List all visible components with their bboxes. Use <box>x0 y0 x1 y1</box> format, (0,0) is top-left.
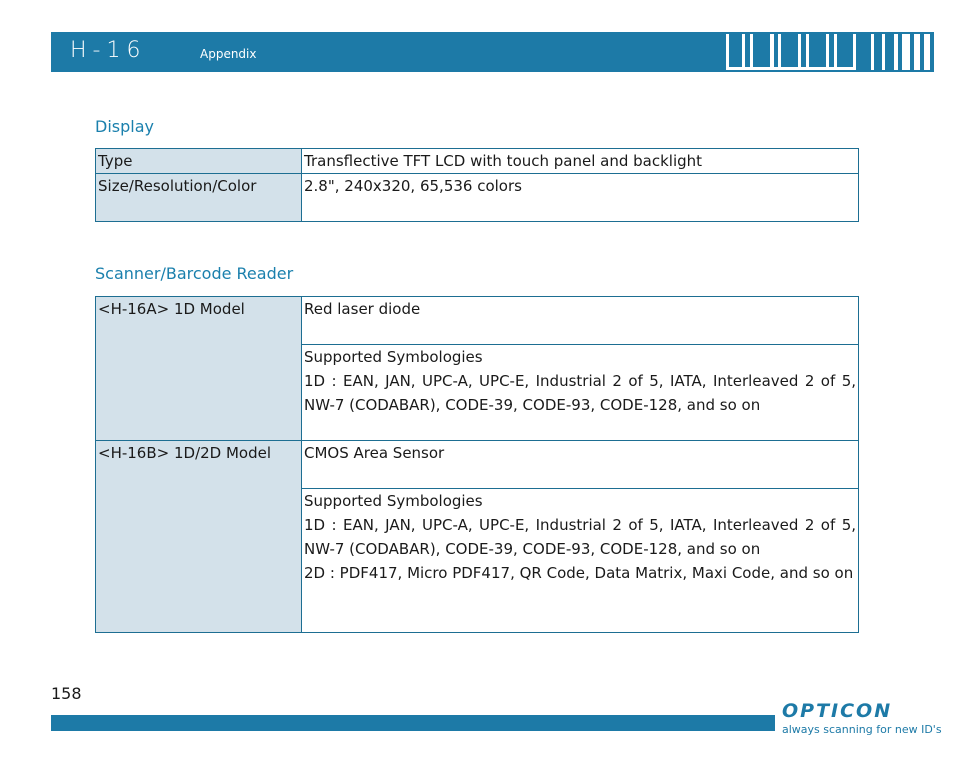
footer-bar <box>51 715 775 731</box>
barcode-bar <box>882 34 885 70</box>
model-b-symbologies <box>302 489 859 633</box>
barcode-bar <box>826 34 829 70</box>
brand-tagline: always scanning for new ID's <box>782 723 942 736</box>
barcode-bar <box>902 34 910 70</box>
barcode-bar <box>871 34 874 70</box>
barcode-bar <box>894 34 898 70</box>
page-number: 158 <box>51 684 82 703</box>
table-row <box>96 149 859 174</box>
model-b-symbologies-1d: 1D : EAN, JAN, UPC-A, UPC-E, Industrial 2 of 5, IATA, Interleaved 2 of 5, NW-7 (CODABAR), CODE-39, CODE-93, CODE-128, and so on <box>304 516 856 558</box>
model-b-symbologies-2d: 2D : PDF417, Micro PDF417, QR Code, Data Matrix, Maxi Code, and so on <box>304 564 854 582</box>
display-size-value: 2.8", 240x320, 65,536 colors <box>302 174 859 222</box>
barcode-bar <box>914 34 920 70</box>
model-a-symbologies-title: Supported Symbologies <box>304 348 483 366</box>
brand-logo: OPTICON <box>782 700 893 722</box>
barcode-bar <box>742 34 745 70</box>
barcode-bar <box>798 34 801 70</box>
display-type-value: Transflective TFT LCD with touch panel and backlight <box>302 149 859 174</box>
barcode-bar <box>834 34 837 70</box>
barcode-bar <box>750 34 753 70</box>
model-a-symbologies-1d: 1D : EAN, JAN, UPC-A, UPC-E, Industrial 2 of 5, IATA, Interleaved 2 of 5, NW-7 (CODABAR), CODE-39, CODE-93, CODE-128, and so on <box>304 372 856 414</box>
model-b-sensor: CMOS Area Sensor <box>302 441 859 489</box>
barcode-bar <box>770 34 774 70</box>
barcode-bar <box>924 34 930 70</box>
model-code: H-16 <box>70 38 147 63</box>
table-row <box>96 174 859 222</box>
display-size-label: Size/Resolution/Color <box>96 174 302 222</box>
scanner-heading: Scanner/Barcode Reader <box>95 264 294 283</box>
table-row <box>96 297 859 345</box>
barcode-bar <box>726 34 729 70</box>
model-a-label: <H-16A> 1D Model <box>96 297 302 441</box>
model-b-label: <H-16B> 1D/2D Model <box>96 441 302 633</box>
barcode-baseline <box>726 67 856 70</box>
barcode-bar <box>778 34 781 70</box>
display-type-label: Type <box>96 149 302 174</box>
model-a-sensor: Red laser diode <box>302 297 859 345</box>
model-a-symbologies <box>302 345 859 441</box>
barcode-bar <box>853 34 856 70</box>
table-row <box>96 441 859 489</box>
model-b-symbologies-title: Supported Symbologies <box>304 492 483 510</box>
scanner-table <box>95 296 859 633</box>
display-table <box>95 148 859 222</box>
section-label: Appendix <box>200 47 257 61</box>
display-heading: Display <box>95 117 154 136</box>
barcode-bar <box>806 34 809 70</box>
barcode-graphic <box>726 34 932 70</box>
